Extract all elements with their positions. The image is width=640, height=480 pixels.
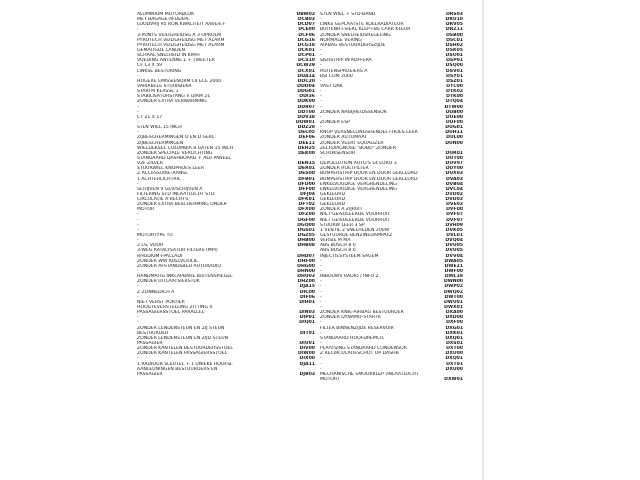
left-option-code: DIN03 bbox=[299, 310, 315, 316]
right-option-code: DTW00 bbox=[444, 104, 463, 110]
right-option-code: DXG01 bbox=[445, 325, 463, 331]
right-description: - bbox=[320, 53, 322, 59]
left-description: VARIABELE STUURBEKR bbox=[137, 83, 192, 89]
right-description: ZONDER ROETFILTER bbox=[320, 166, 369, 172]
left-option-code: DIF06 bbox=[299, 294, 315, 300]
left-description: PASSAGIERSSTOEL PARALLEL bbox=[137, 310, 205, 316]
right-description: ZONDER ESP bbox=[320, 119, 350, 125]
left-description: PASSAGIER bbox=[137, 371, 163, 377]
right-option-code: DSP01 bbox=[446, 58, 463, 64]
left-option-code: DFT02 bbox=[298, 202, 315, 208]
left-option-code: DIW00 bbox=[298, 351, 315, 357]
right-description: - bbox=[320, 99, 322, 105]
right-option-code: DSK05 bbox=[445, 47, 463, 53]
right-option-code: DRZ11 bbox=[445, 27, 463, 33]
left-option-code: DGQ00 bbox=[297, 222, 315, 228]
right-description-column bbox=[320, 12, 430, 382]
right-option-code: DTK00 bbox=[446, 94, 463, 100]
right-description: BUMPERSTRIP DOOR EN DOOR GEKLEURD bbox=[320, 171, 418, 177]
left-option-code: DDD04 bbox=[297, 83, 315, 89]
right-description: RUITENSPROEIERS A bbox=[320, 68, 368, 74]
left-option-code: DHB00 bbox=[297, 238, 315, 244]
left-description: FILTERING STD INLAATLUCHT STD bbox=[137, 191, 215, 197]
right-option-code: DTQ04 bbox=[445, 99, 463, 105]
right-description: STANDAARD HOOFDREMCIL bbox=[320, 335, 385, 341]
left-description: SCHIJVEN V GEV/SCHIJVEN A bbox=[137, 186, 203, 192]
options-sheet bbox=[137, 12, 467, 475]
left-option-code: DEF06 bbox=[298, 135, 315, 141]
right-option-code: DWP02 bbox=[444, 284, 463, 290]
left-option-code: DFK01 bbox=[298, 197, 315, 203]
right-option-code: DXK01 bbox=[445, 330, 463, 336]
right-option-code: DUT00 bbox=[445, 155, 463, 161]
left-option-code: DIH01 bbox=[299, 299, 315, 305]
left-description: HOOGTEVERSTELLING ZITTING V. bbox=[137, 305, 214, 311]
left-description: - bbox=[137, 181, 139, 187]
right-option-code: DSZ01 bbox=[446, 78, 463, 84]
right-description: MECHANISCHE SMOORKLEP (INLAATLUCHT bbox=[320, 371, 419, 377]
left-option-code: DEK00 bbox=[298, 150, 315, 156]
left-description: SCHAAL SNELHEID IN KM/H bbox=[137, 53, 200, 59]
left-option-code: DFF00 bbox=[298, 186, 315, 192]
left-description: - bbox=[137, 356, 139, 362]
right-description: BUITENH+SIERL KLEP+BS CARR KLEUR bbox=[320, 27, 411, 33]
right-description: FILTER BINNENZIJDE RESERVOIR bbox=[320, 325, 394, 331]
right-description: - bbox=[320, 155, 322, 161]
right-option-code: DSY01 bbox=[446, 73, 463, 79]
left-description: BESTUURDER bbox=[137, 330, 169, 336]
right-description: VERSIE M MA bbox=[320, 238, 351, 244]
left-description: - bbox=[137, 269, 139, 275]
left-option-code: DDG01 bbox=[297, 89, 315, 95]
left-option-code: DHU03 bbox=[297, 274, 315, 280]
right-option-code: DXU00 bbox=[445, 366, 463, 372]
right-description: ZONDER VEERT EQUALIZER bbox=[320, 140, 384, 146]
left-description: CF 13 X 59 bbox=[137, 63, 163, 69]
scroll-edge bbox=[482, 0, 484, 480]
right-description: - bbox=[320, 366, 322, 372]
right-description: ENKELVOUDIGE VERGRENDELING bbox=[320, 181, 397, 187]
left-option-code: DFX00 bbox=[298, 207, 315, 213]
left-description: STARTM KLASSE 1 bbox=[137, 89, 179, 95]
right-description: ABS BOSCH 8 0 bbox=[320, 248, 356, 254]
right-description: ZONDER NABIJHEIDSSENSOR bbox=[320, 109, 387, 115]
left-option-code: DCB03 bbox=[297, 17, 315, 23]
right-option-code: DVU05 bbox=[445, 243, 463, 249]
right-description: INJECTIESYSTEEM SAGEM bbox=[320, 253, 379, 259]
left-description: ZONDER LENDENSTEUN EN ZIJ STEUN bbox=[137, 325, 225, 331]
right-description: - bbox=[320, 104, 322, 110]
right-description: ENKELVOUDIGE VERGRENDELING bbox=[320, 186, 397, 192]
right-description: DEPOLLUTION AUTO'S L4 EURO 3 bbox=[320, 161, 397, 167]
left-description: RHODIUM+PALLADI bbox=[137, 253, 183, 259]
right-description: ZONDER A ZIJRUIT bbox=[320, 207, 363, 213]
right-description: ZONDER SNELHEIDSREGELING bbox=[320, 32, 391, 38]
left-option-code: DCS10 bbox=[298, 58, 315, 64]
left-option-code: DCK01 bbox=[297, 47, 315, 53]
left-option-code: DCX01 bbox=[297, 68, 315, 74]
left-description: HOGERE EMISSIENORM L4 ECE 2000 bbox=[137, 78, 222, 84]
left-description: 3-WEG KATALYSATOR FILTERS (MPI) bbox=[137, 248, 218, 254]
left-description: LOODVRIJ 95 RON KWALITEIT A/B/E/E+ bbox=[137, 22, 226, 28]
right-description: ZELFDIAGNOSE "BOBO" ZONDER bbox=[320, 145, 396, 151]
right-option-code: DVU05 bbox=[445, 248, 463, 254]
left-description: ZIJBESCHERMINGEN bbox=[137, 140, 184, 146]
left-option-code: DBW02 bbox=[296, 12, 315, 17]
right-option-code: DUN00 bbox=[445, 140, 463, 146]
left-description: LINKSE BESTURING bbox=[137, 68, 182, 74]
left-description: AANLEUNINGEN BESTUURDERS EN bbox=[137, 366, 218, 372]
left-description: - bbox=[137, 109, 139, 115]
left-option-code: DES00 bbox=[298, 171, 315, 177]
right-option-code: DSB00 bbox=[445, 32, 463, 38]
left-option-code: DFB01 bbox=[298, 176, 315, 182]
left-option-code: DIU01 bbox=[299, 341, 315, 346]
right-option-code: DUX03 bbox=[445, 171, 463, 177]
left-option-code: DEH25 bbox=[297, 145, 315, 151]
right-description: - bbox=[320, 94, 322, 100]
right-description: GEKLEURD bbox=[320, 197, 346, 203]
left-description: - bbox=[137, 284, 139, 290]
left-option-code: DCE00 bbox=[298, 27, 315, 33]
left-description: GEMATIGDE LANDEN bbox=[137, 47, 185, 53]
right-option-code: DSQ00 bbox=[445, 63, 463, 69]
right-description: BUMPERSTRIP DOOR EN DOOR GEKLEURD bbox=[320, 176, 418, 182]
left-description: ZONDER UITLAATSIERSTUK bbox=[137, 279, 200, 285]
right-option-code: DUF00 bbox=[445, 119, 463, 125]
left-description: - bbox=[137, 119, 139, 125]
right-option-code: DVV04 bbox=[445, 253, 463, 259]
left-description: MOTOR bbox=[137, 207, 155, 213]
right-description: - bbox=[320, 279, 322, 285]
right-description: GESTUURDE BENZINEDAMPAFZ bbox=[320, 233, 393, 239]
left-description: CIRCULATIE A RECHTS bbox=[137, 197, 189, 203]
left-description: - bbox=[137, 212, 139, 218]
left-description: NIET VERST PORTIER bbox=[137, 299, 185, 305]
left-option-code: DDT00 bbox=[297, 109, 315, 115]
left-description: ALUMINIUM MOTORBLOK bbox=[137, 12, 195, 17]
left-description: ZONDER EXTRA BESCHERMING ONDER bbox=[137, 202, 227, 208]
right-option-code: DXD00 bbox=[445, 315, 463, 321]
right-description: - bbox=[320, 330, 322, 336]
right-option-code: DVL01 bbox=[446, 233, 463, 239]
right-option-code: DVB04 bbox=[445, 181, 463, 187]
left-option-code: DDZ28 bbox=[297, 125, 315, 131]
right-description: PLAATSING STANDAARD CONDENSOR bbox=[320, 346, 407, 352]
right-description: - bbox=[320, 263, 322, 269]
left-description: - bbox=[137, 294, 139, 300]
left-option-code: DHB08 bbox=[297, 243, 315, 249]
left-description: CT 21 X 17 bbox=[137, 114, 163, 120]
right-description: GEKLEURD bbox=[320, 191, 346, 197]
left-description: MET BAGAGE-AFDEKPL bbox=[137, 17, 190, 23]
left-option-code: DDV38 bbox=[297, 114, 315, 120]
right-description: - bbox=[320, 341, 322, 346]
right-description: ZONDER DYNAMO-STARTR bbox=[320, 315, 381, 321]
left-option-code: DDC20 bbox=[297, 78, 315, 84]
right-description: - bbox=[320, 305, 322, 311]
right-description: VAST DAK bbox=[320, 83, 343, 89]
right-description: STLN WIEL + STD-BAND bbox=[320, 12, 376, 17]
right-option-code: DVH09 bbox=[445, 222, 463, 228]
right-option-code: DSH02 bbox=[445, 42, 463, 48]
right-option-code: DXA00 bbox=[445, 310, 463, 316]
left-code-column bbox=[285, 12, 319, 377]
right-option-code: DSV01 bbox=[445, 68, 463, 74]
left-option-code: DJA15 bbox=[299, 284, 315, 290]
left-description: HANDMATIG INKLAPBARE BUITENSPIEGEL bbox=[137, 274, 233, 280]
right-option-code: DVF07 bbox=[446, 217, 463, 223]
left-option-code: DDW01 bbox=[295, 119, 315, 125]
right-description: - bbox=[320, 361, 322, 367]
left-option-code: DCF06 bbox=[298, 32, 315, 38]
left-description: - bbox=[137, 222, 139, 228]
right-option-code: DXT01 bbox=[446, 361, 463, 367]
left-description: Z ACCESSOIRE-AANSL bbox=[137, 171, 188, 177]
left-option-code: DHD07 bbox=[297, 253, 315, 259]
right-option-code: DTC00 bbox=[446, 83, 463, 89]
left-option-code: DHN00 bbox=[297, 269, 315, 275]
left-description: ZIJBESCHERMINGEN O EN D GEKL bbox=[137, 135, 215, 141]
left-description: STABILISATORSTANG V DIAM 21 bbox=[137, 94, 211, 100]
left-option-code: DCP01 bbox=[298, 53, 315, 59]
right-option-code: DVE02 bbox=[446, 202, 463, 208]
right-option-code: DWF00 bbox=[444, 269, 463, 275]
right-description: AIRBAG BESTUURDERSZIJDE bbox=[320, 42, 386, 48]
left-option-code: DCG18 bbox=[297, 42, 315, 48]
left-description: MOTORTYPE TU bbox=[137, 233, 173, 239]
left-option-code: DGS01 bbox=[297, 227, 315, 233]
right-option-code: DUB00 bbox=[445, 109, 463, 115]
left-option-code: DIC00 bbox=[299, 289, 315, 295]
right-description: GEKLEURD bbox=[320, 202, 346, 208]
left-option-code: DDA14 bbox=[297, 73, 315, 79]
left-option-code: DFJ04 bbox=[299, 191, 315, 197]
right-description: - bbox=[320, 269, 322, 275]
right-option-code: DXF00 bbox=[446, 320, 463, 326]
left-description: - bbox=[137, 104, 139, 110]
right-description: STUURW LEER 3 SP bbox=[320, 222, 365, 228]
right-option-code: DUL00 bbox=[446, 135, 463, 141]
left-description: - bbox=[137, 130, 139, 136]
left-option-code: DER01 bbox=[298, 166, 315, 172]
right-description: 1 VENTIL 2 SNELHEDEN 200W bbox=[320, 227, 390, 233]
left-description: 2 LS, VOOR bbox=[137, 243, 164, 249]
right-option-code: DWA05 bbox=[444, 258, 463, 264]
left-description: - bbox=[137, 227, 139, 233]
right-option-code: DWN00 bbox=[443, 279, 463, 285]
left-description: Z ZONNEDICH A bbox=[137, 289, 175, 295]
left-option-code: DFZ00 bbox=[298, 212, 315, 218]
left-description: PYROTECH VEILIGHEIDSG MET ALARM bbox=[137, 42, 225, 48]
left-description: - bbox=[137, 27, 139, 33]
left-description: ZONDER EXTRA VERWARMING bbox=[137, 99, 207, 105]
right-description: - bbox=[320, 294, 322, 300]
left-option-code: DHG00 bbox=[297, 263, 315, 269]
right-option-code: DUG01 bbox=[445, 125, 463, 131]
right-option-code: DVQ04 bbox=[445, 238, 463, 244]
left-description: VOEDING ANTENNE L + TWEETER bbox=[137, 58, 215, 64]
left-option-code: DEE11 bbox=[298, 140, 315, 146]
right-option-code: DVF07 bbox=[446, 212, 463, 218]
right-description: NIET GEISOLEERDE VOORRUIT bbox=[320, 217, 390, 223]
left-option-code: DFD00 bbox=[297, 181, 315, 187]
left-option-code: DCG16 bbox=[297, 37, 315, 43]
right-description: INBOUWV RADIO / INFO 2 bbox=[320, 274, 379, 280]
right-description: - bbox=[320, 17, 322, 23]
left-description: - bbox=[137, 315, 139, 321]
right-option-code: DWQ02 bbox=[443, 289, 463, 295]
right-option-code: DUR01 bbox=[445, 150, 463, 156]
left-description: V2F ZILVER bbox=[137, 161, 163, 167]
right-option-code: DSC01 bbox=[446, 37, 463, 43]
right-description: - bbox=[320, 89, 322, 95]
left-option-code: DIQ01 bbox=[299, 320, 315, 326]
right-option-code: DXU00 bbox=[445, 351, 463, 357]
right-description: - bbox=[320, 284, 322, 290]
left-description: - bbox=[137, 73, 139, 79]
right-option-code: DWX01 bbox=[444, 305, 463, 311]
right-option-code: DXQ01 bbox=[445, 356, 463, 362]
right-option-code: DRS03 bbox=[445, 12, 463, 17]
left-description: PASSAGIER bbox=[137, 341, 163, 346]
right-option-code: DRV05 bbox=[445, 22, 463, 28]
right-description: NORMALE VERING bbox=[320, 37, 362, 43]
left-option-code: DIT01 bbox=[299, 330, 315, 336]
right-option-code: DUH11 bbox=[445, 130, 463, 136]
right-option-code: DVC04 bbox=[445, 186, 463, 192]
left-description: PYROTECH VEILIGHEIDSG MET ALARM bbox=[137, 37, 225, 43]
right-description: ABS BOSCH 8 0 bbox=[320, 243, 356, 249]
right-option-code: DXQ01 bbox=[445, 335, 463, 341]
right-description: BSI COM 2000 bbox=[320, 73, 353, 79]
left-description: WIELDEKSEL COLUMBIA 8 GATEN 15 INCH bbox=[137, 145, 234, 151]
left-option-code: DDI36 bbox=[299, 94, 315, 100]
right-option-code: DXS01 bbox=[445, 341, 463, 346]
left-option-code: DGF00 bbox=[297, 217, 315, 223]
left-description: ZONDER LENDENSTEUN EN ZIJD STEUN bbox=[137, 335, 229, 341]
left-description: STLN WIEL 15 INCH bbox=[137, 125, 182, 131]
right-option-code: DUE00 bbox=[445, 114, 463, 120]
right-description: MOTOR) bbox=[320, 376, 339, 382]
right-description: - bbox=[320, 47, 322, 53]
left-option-code: DEC05 bbox=[298, 130, 315, 136]
right-description: - bbox=[320, 114, 322, 120]
left-option-code: DIV00 bbox=[299, 346, 315, 352]
right-description: ZONDER AUTOMAAT bbox=[320, 135, 368, 141]
left-description: 1 RADIOGR SLEUTEL + 1 UNIEKE HOOFSL bbox=[137, 361, 233, 367]
left-description: ZONDER KANTELEN BESTUURDERSSTOEL bbox=[137, 346, 233, 352]
right-option-code: DVA03 bbox=[445, 176, 463, 182]
left-option-code: DCD07 bbox=[297, 22, 315, 28]
right-option-code: DWT00 bbox=[444, 294, 463, 300]
right-description: NIET GEISOLEERDE VOORRUIT bbox=[320, 212, 390, 218]
left-description: ZONDER SPECIALE VERLICHTING bbox=[137, 150, 213, 156]
right-option-code: DVF00 bbox=[446, 207, 463, 213]
left-option-code: DDK00 bbox=[297, 99, 315, 105]
right-option-code: DVD02 bbox=[445, 191, 463, 197]
right-description: - bbox=[320, 78, 322, 84]
right-description: - bbox=[320, 356, 322, 362]
left-description-column bbox=[137, 12, 285, 377]
right-option-code: DWU01 bbox=[443, 299, 463, 305]
left-option-code: DJB03 bbox=[299, 371, 315, 377]
right-option-code: DWE21 bbox=[444, 263, 463, 269]
right-option-code: DVD02 bbox=[445, 197, 463, 203]
left-description: - bbox=[137, 320, 139, 326]
right-code-column bbox=[433, 12, 467, 382]
right-option-code: DTK02 bbox=[446, 89, 463, 95]
right-option-code: DUY00 bbox=[445, 166, 463, 172]
left-description: 3-PUNTS VEILIGHEIDSG A 3 OPROLM bbox=[137, 32, 222, 38]
right-option-code: DWL18 bbox=[444, 274, 463, 280]
left-option-code: DIX00 bbox=[299, 356, 315, 362]
right-description: - bbox=[320, 63, 322, 69]
left-description: STUURWIEL KNOPHOES LEER bbox=[137, 166, 205, 172]
right-option-code: DSO01 bbox=[445, 53, 463, 59]
left-description: STANDAARD DASHBOARD + ALU PANEEL bbox=[137, 155, 231, 161]
right-description: - bbox=[320, 320, 322, 326]
right-option-code: DUV07 bbox=[445, 161, 463, 167]
right-option-code: DRU10 bbox=[445, 17, 463, 23]
left-description: - bbox=[137, 217, 139, 223]
left-option-code: DIP01 bbox=[299, 315, 315, 321]
left-option-code: DDR07 bbox=[297, 104, 315, 110]
left-option-code: DJA11 bbox=[299, 361, 315, 367]
right-description: LINKS GEPLAATSTE KOELRADIATEUR bbox=[320, 22, 404, 28]
left-description: 1 ACHTERLICHTRIL bbox=[137, 176, 181, 182]
right-description: - bbox=[320, 299, 322, 305]
right-description: ZONDER KNIE-AIRBAG BESTUURDER bbox=[320, 310, 404, 316]
right-option-code: DXW01 bbox=[444, 376, 463, 382]
right-description: - bbox=[320, 289, 322, 295]
right-description: SIERSTRIP IN KOFFERA bbox=[320, 58, 372, 64]
left-option-code: DHZ00 bbox=[297, 279, 315, 285]
right-description: SCHOKSENSOR bbox=[320, 150, 356, 156]
right-description: KNOP VERSNELLINGSHENDEL+HOES LEER bbox=[320, 130, 418, 136]
right-description: - bbox=[320, 258, 322, 264]
left-option-code: DCW29 bbox=[296, 63, 315, 69]
left-description: ZONDER KANTELEN PASSAGIERSSTOEL bbox=[137, 351, 228, 357]
left-description: ZONDER WW KOELVL/OLIE bbox=[137, 258, 198, 264]
left-option-code: DEN15 bbox=[297, 161, 315, 167]
right-option-code: DVK05 bbox=[445, 227, 463, 233]
left-option-code: DHF00 bbox=[297, 258, 315, 264]
right-option-code: DXT00 bbox=[446, 346, 463, 352]
left-description: - bbox=[137, 238, 139, 244]
right-description: Z RECIRCULATIESCHOT OP DASHB bbox=[320, 351, 399, 357]
left-description: ZONDER AFSTANDSBED AUTORADIO bbox=[137, 263, 222, 269]
left-option-code: DGZ05 bbox=[297, 233, 315, 239]
right-description: - bbox=[320, 125, 322, 131]
